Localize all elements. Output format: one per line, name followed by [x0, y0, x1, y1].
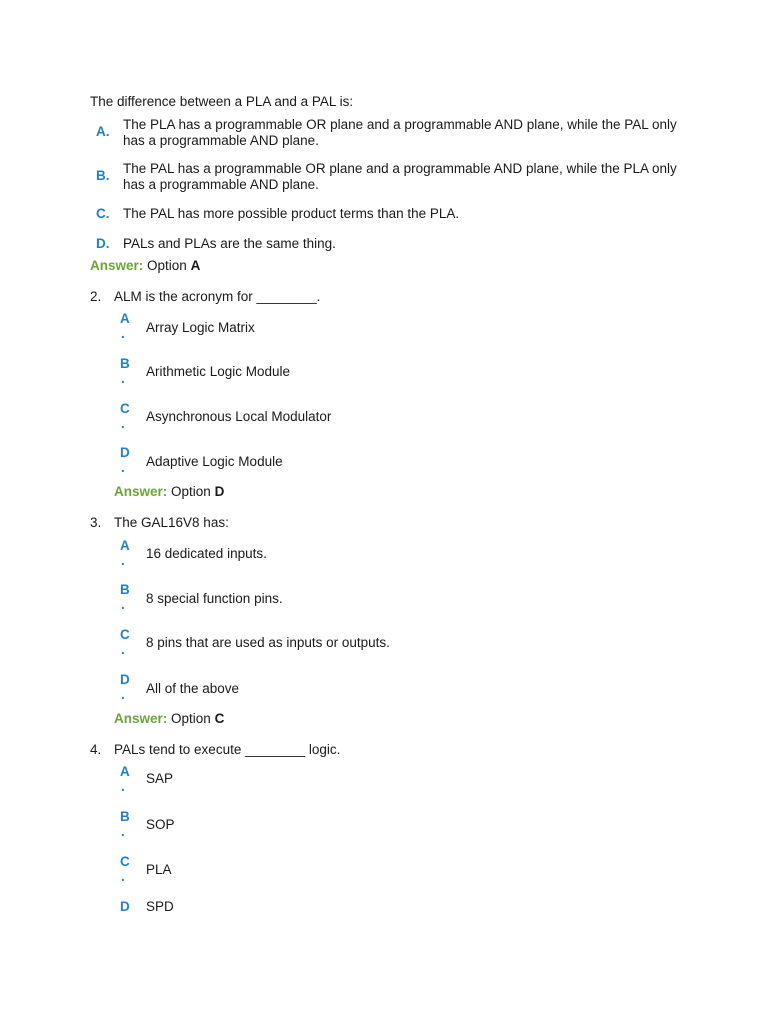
q2-option-c-dot: . — [121, 416, 125, 431]
answer-prefix: Option — [171, 484, 211, 499]
q2-option-a-text: Array Logic Matrix — [146, 320, 255, 335]
q3-option-d-letter: D — [120, 672, 130, 687]
q3-option-b-letter: B — [120, 582, 130, 597]
q3-option-a-letter: A — [120, 538, 130, 553]
question-3-text: The GAL16V8 has: — [114, 515, 229, 530]
q1-option-a-text: The PLA has a programmable OR plane and a programmable AND plane, while the PAL only has a programmable AND plane. — [123, 117, 677, 148]
q3-option-c-dot: . — [121, 642, 125, 657]
answer-label: Answer: — [114, 711, 168, 726]
q4-option-a-text: SAP — [146, 771, 174, 786]
q2-option-b-letter: B — [120, 356, 130, 371]
q3-option-b-text: 8 special function pins. — [146, 591, 283, 606]
q3-option-a-dot: . — [121, 553, 125, 568]
q3-option-d-dot: . — [121, 687, 125, 702]
question-4-number: 4. — [90, 742, 102, 757]
q4-option-d-letter: D — [120, 899, 130, 914]
q1-option-d-text: PALs and PLAs are the same thing. — [123, 236, 336, 251]
q2-option-c-letter: C — [120, 401, 130, 416]
q2-option-b-dot: . — [121, 371, 125, 386]
q1-option-b-letter: B. — [96, 168, 110, 183]
q4-option-b-letter: B — [120, 809, 130, 824]
q2-option-b-text: Arithmetic Logic Module — [146, 364, 291, 379]
q2-option-d-dot: . — [121, 460, 125, 475]
q2-option-a-letter: A — [120, 311, 130, 326]
q4-option-a-dot: . — [121, 779, 125, 794]
q4-option-b-text: SOP — [146, 817, 175, 832]
q4-option-c-dot: . — [121, 869, 125, 884]
answer-value: D — [214, 484, 225, 499]
answer-label: Answer: — [114, 484, 168, 499]
q4-option-c-text: PLA — [146, 862, 172, 877]
q1-option-b-text: The PAL has a programmable OR plane and a programmable AND plane, while the PLA only has a programmable AND plane. — [123, 161, 677, 192]
q2-option-c-text: Asynchronous Local Modulator — [146, 409, 332, 424]
answer-prefix: Option — [147, 258, 187, 273]
q4-option-d-text: SPD — [146, 899, 174, 914]
q3-option-c-text: 8 pins that are used as inputs or outputs. — [146, 635, 390, 650]
answer-value: C — [214, 711, 225, 726]
q1-answer — [90, 258, 200, 273]
q4-option-b-dot: . — [121, 824, 125, 839]
q2-option-d-text: Adaptive Logic Module — [146, 454, 283, 469]
q1-option-a-letter: A. — [96, 124, 110, 139]
answer-prefix: Option — [171, 711, 211, 726]
question-2-number: 2. — [90, 289, 102, 304]
q2-option-d-letter: D — [120, 445, 130, 460]
q3-answer — [114, 711, 224, 726]
q1-option-d-letter: D. — [96, 236, 110, 251]
q3-option-b-dot: . — [121, 597, 125, 612]
q1-option-c-letter: C. — [96, 206, 110, 221]
answer-label: Answer: — [90, 258, 144, 273]
q3-option-a-text: 16 dedicated inputs. — [146, 546, 267, 561]
question-1-text: The difference between a PLA and a PAL is: — [90, 94, 354, 109]
q3-option-d-text: All of the above — [146, 681, 240, 696]
q4-option-a-letter: A — [120, 764, 130, 779]
question-2-text: ALM is the acronym for ________. — [114, 289, 321, 304]
question-3-number: 3. — [90, 515, 102, 530]
q4-option-c-letter: C — [120, 854, 130, 869]
q1-option-c-text: The PAL has more possible product terms than the PLA. — [123, 206, 460, 221]
q3-option-c-letter: C — [120, 627, 130, 642]
answer-value: A — [190, 258, 201, 273]
q2-option-a-dot: . — [121, 326, 125, 341]
question-4-text: PALs tend to execute ________ logic. — [114, 742, 341, 757]
q2-answer — [114, 484, 224, 499]
